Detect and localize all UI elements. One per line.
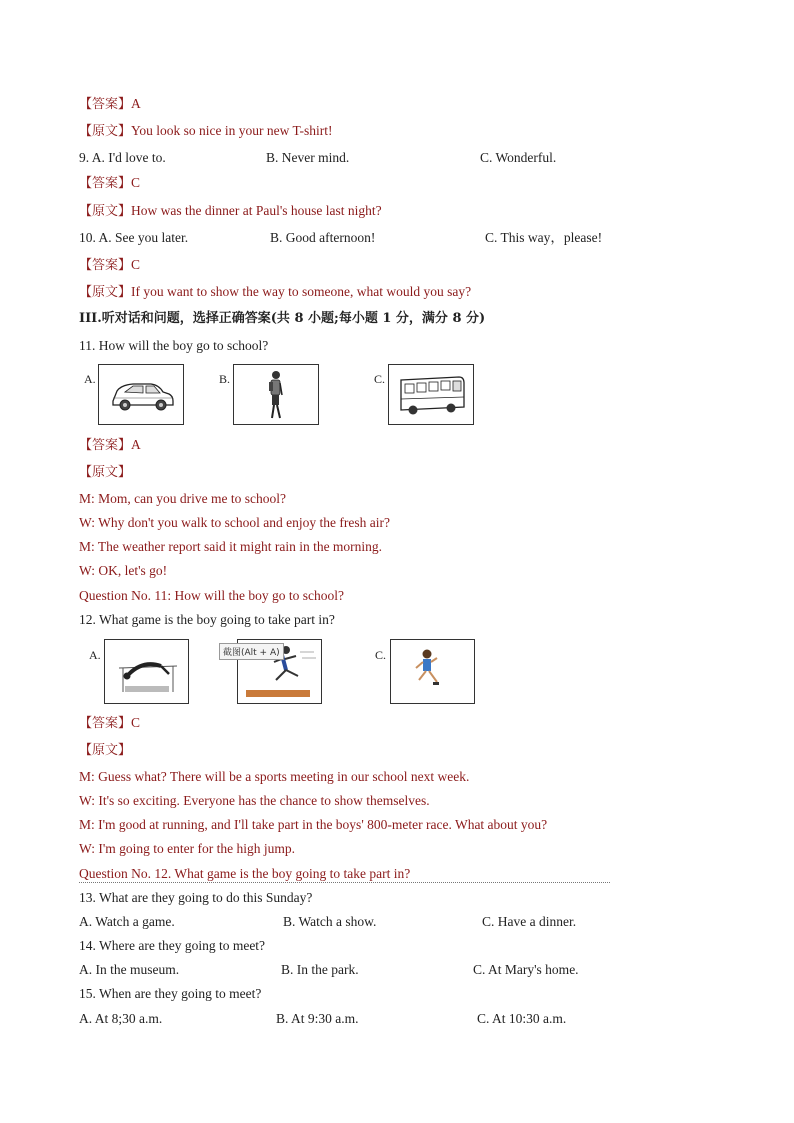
script-line-12 bbox=[79, 741, 131, 760]
dialog-line: M: Mom, can you drive me to school? bbox=[79, 491, 286, 506]
answer-value: C bbox=[131, 175, 141, 190]
q12-question: 12. What game is the boy going to take part in? bbox=[79, 612, 335, 627]
answer-tag: 【答案】 bbox=[79, 258, 132, 273]
q11-label-b: B. bbox=[219, 372, 231, 386]
q13-option-b: B. Watch a show. bbox=[283, 914, 377, 929]
q15-option-c: C. At 10:30 a.m. bbox=[477, 1011, 567, 1026]
answer-line-9 bbox=[79, 174, 140, 193]
q11-label-c: C. bbox=[374, 372, 386, 386]
q14-question: 14. Where are they going to meet? bbox=[79, 938, 266, 953]
dialog-line: M: Guess what? There will be a sports meeting in our school next week. bbox=[79, 769, 470, 784]
high-jump-picture bbox=[104, 639, 189, 704]
screenshot-tooltip: 截图(Alt + A) bbox=[219, 643, 284, 660]
script-tag: 【原文】 bbox=[79, 204, 132, 219]
q10-option-b: B. Good afternoon! bbox=[270, 230, 376, 245]
script-text: If you want to show the way to someone, what would you say? bbox=[131, 284, 472, 299]
answer-value: C bbox=[131, 257, 141, 272]
q15-option-b: B. At 9:30 a.m. bbox=[276, 1011, 359, 1026]
answer-tag: 【答案】 bbox=[79, 438, 132, 453]
q12-label-c: C. bbox=[375, 648, 387, 662]
q10-option-a: 10. A. See you later. bbox=[79, 230, 189, 245]
dialog-line: W: It's so exciting. Everyone has the chance to show themselves. bbox=[79, 793, 430, 808]
q11-label-a: A. bbox=[84, 372, 96, 386]
dialog-line: W: Why don't you walk to school and enjoy the fresh air? bbox=[79, 515, 390, 530]
script-tag: 【原文】 bbox=[79, 465, 132, 480]
script-line-11 bbox=[79, 463, 131, 482]
answer-value: C bbox=[131, 715, 141, 730]
dialog-line: Question No. 12. What game is the boy going to take part in? bbox=[79, 866, 411, 881]
q9-option-b: B. Never mind. bbox=[266, 150, 350, 165]
answer-tag: 【答案】 bbox=[79, 97, 132, 112]
bus-picture bbox=[388, 364, 474, 425]
script-line-9 bbox=[79, 202, 382, 221]
section-heading: III.听对话和问题，选择正确答案(共 8 小题;每小题 1 分，满分 8 分) bbox=[79, 311, 486, 326]
car-icon bbox=[99, 365, 183, 424]
script-line-10 bbox=[79, 283, 471, 302]
running-boy-picture bbox=[390, 639, 475, 704]
dialog-line: W: OK, let's go! bbox=[79, 563, 168, 578]
script-tag: 【原文】 bbox=[79, 285, 132, 300]
dialog-line: M: The weather report said it might rain in the morning. bbox=[79, 539, 383, 554]
q13-option-c: C. Have a dinner. bbox=[482, 914, 577, 929]
dialog-line: M: I'm good at running, and I'll take part in the boys' 800-meter race. What about you? bbox=[79, 817, 548, 832]
running-boy-icon bbox=[391, 640, 474, 703]
q13-option-a: A. Watch a game. bbox=[79, 914, 175, 929]
answer-line-10 bbox=[79, 256, 140, 275]
q12-label-a: A. bbox=[89, 648, 101, 662]
answer-value: A bbox=[131, 437, 141, 452]
answer-tag: 【答案】 bbox=[79, 176, 132, 191]
car-picture bbox=[98, 364, 184, 425]
q14-option-c: C. At Mary's home. bbox=[473, 962, 579, 977]
q11-question: 11. How will the boy go to school? bbox=[79, 338, 269, 353]
answer-value: A bbox=[131, 96, 141, 111]
dotted-divider bbox=[79, 882, 610, 883]
q14-option-b: B. In the park. bbox=[281, 962, 359, 977]
answer-line-11 bbox=[79, 436, 141, 455]
q9-option-a: 9. A. I'd love to. bbox=[79, 150, 166, 165]
walking-boy-icon bbox=[234, 365, 318, 424]
script-line-8 bbox=[79, 122, 333, 141]
q15-option-a: A. At 8;30 a.m. bbox=[79, 1011, 163, 1026]
script-text: How was the dinner at Paul's house last night? bbox=[131, 203, 382, 218]
q13-question: 13. What are they going to do this Sunday? bbox=[79, 890, 313, 905]
answer-line-8 bbox=[79, 95, 141, 114]
high-jump-icon bbox=[105, 640, 188, 703]
answer-tag: 【答案】 bbox=[79, 716, 132, 731]
script-tag: 【原文】 bbox=[79, 124, 132, 139]
q15-question: 15. When are they going to meet? bbox=[79, 986, 262, 1001]
q14-option-a: A. In the museum. bbox=[79, 962, 180, 977]
bus-icon bbox=[389, 365, 473, 424]
script-tag: 【原文】 bbox=[79, 743, 132, 758]
dialog-line: Question No. 11: How will the boy go to school? bbox=[79, 588, 344, 603]
q10-option-c: C. This way，please! bbox=[485, 230, 603, 245]
answer-line-12 bbox=[79, 714, 140, 733]
dialog-line: W: I'm going to enter for the high jump. bbox=[79, 841, 296, 856]
script-text: You look so nice in your new T-shirt! bbox=[131, 123, 333, 138]
walking-boy-picture bbox=[233, 364, 319, 425]
q9-option-c: C. Wonderful. bbox=[480, 150, 557, 165]
